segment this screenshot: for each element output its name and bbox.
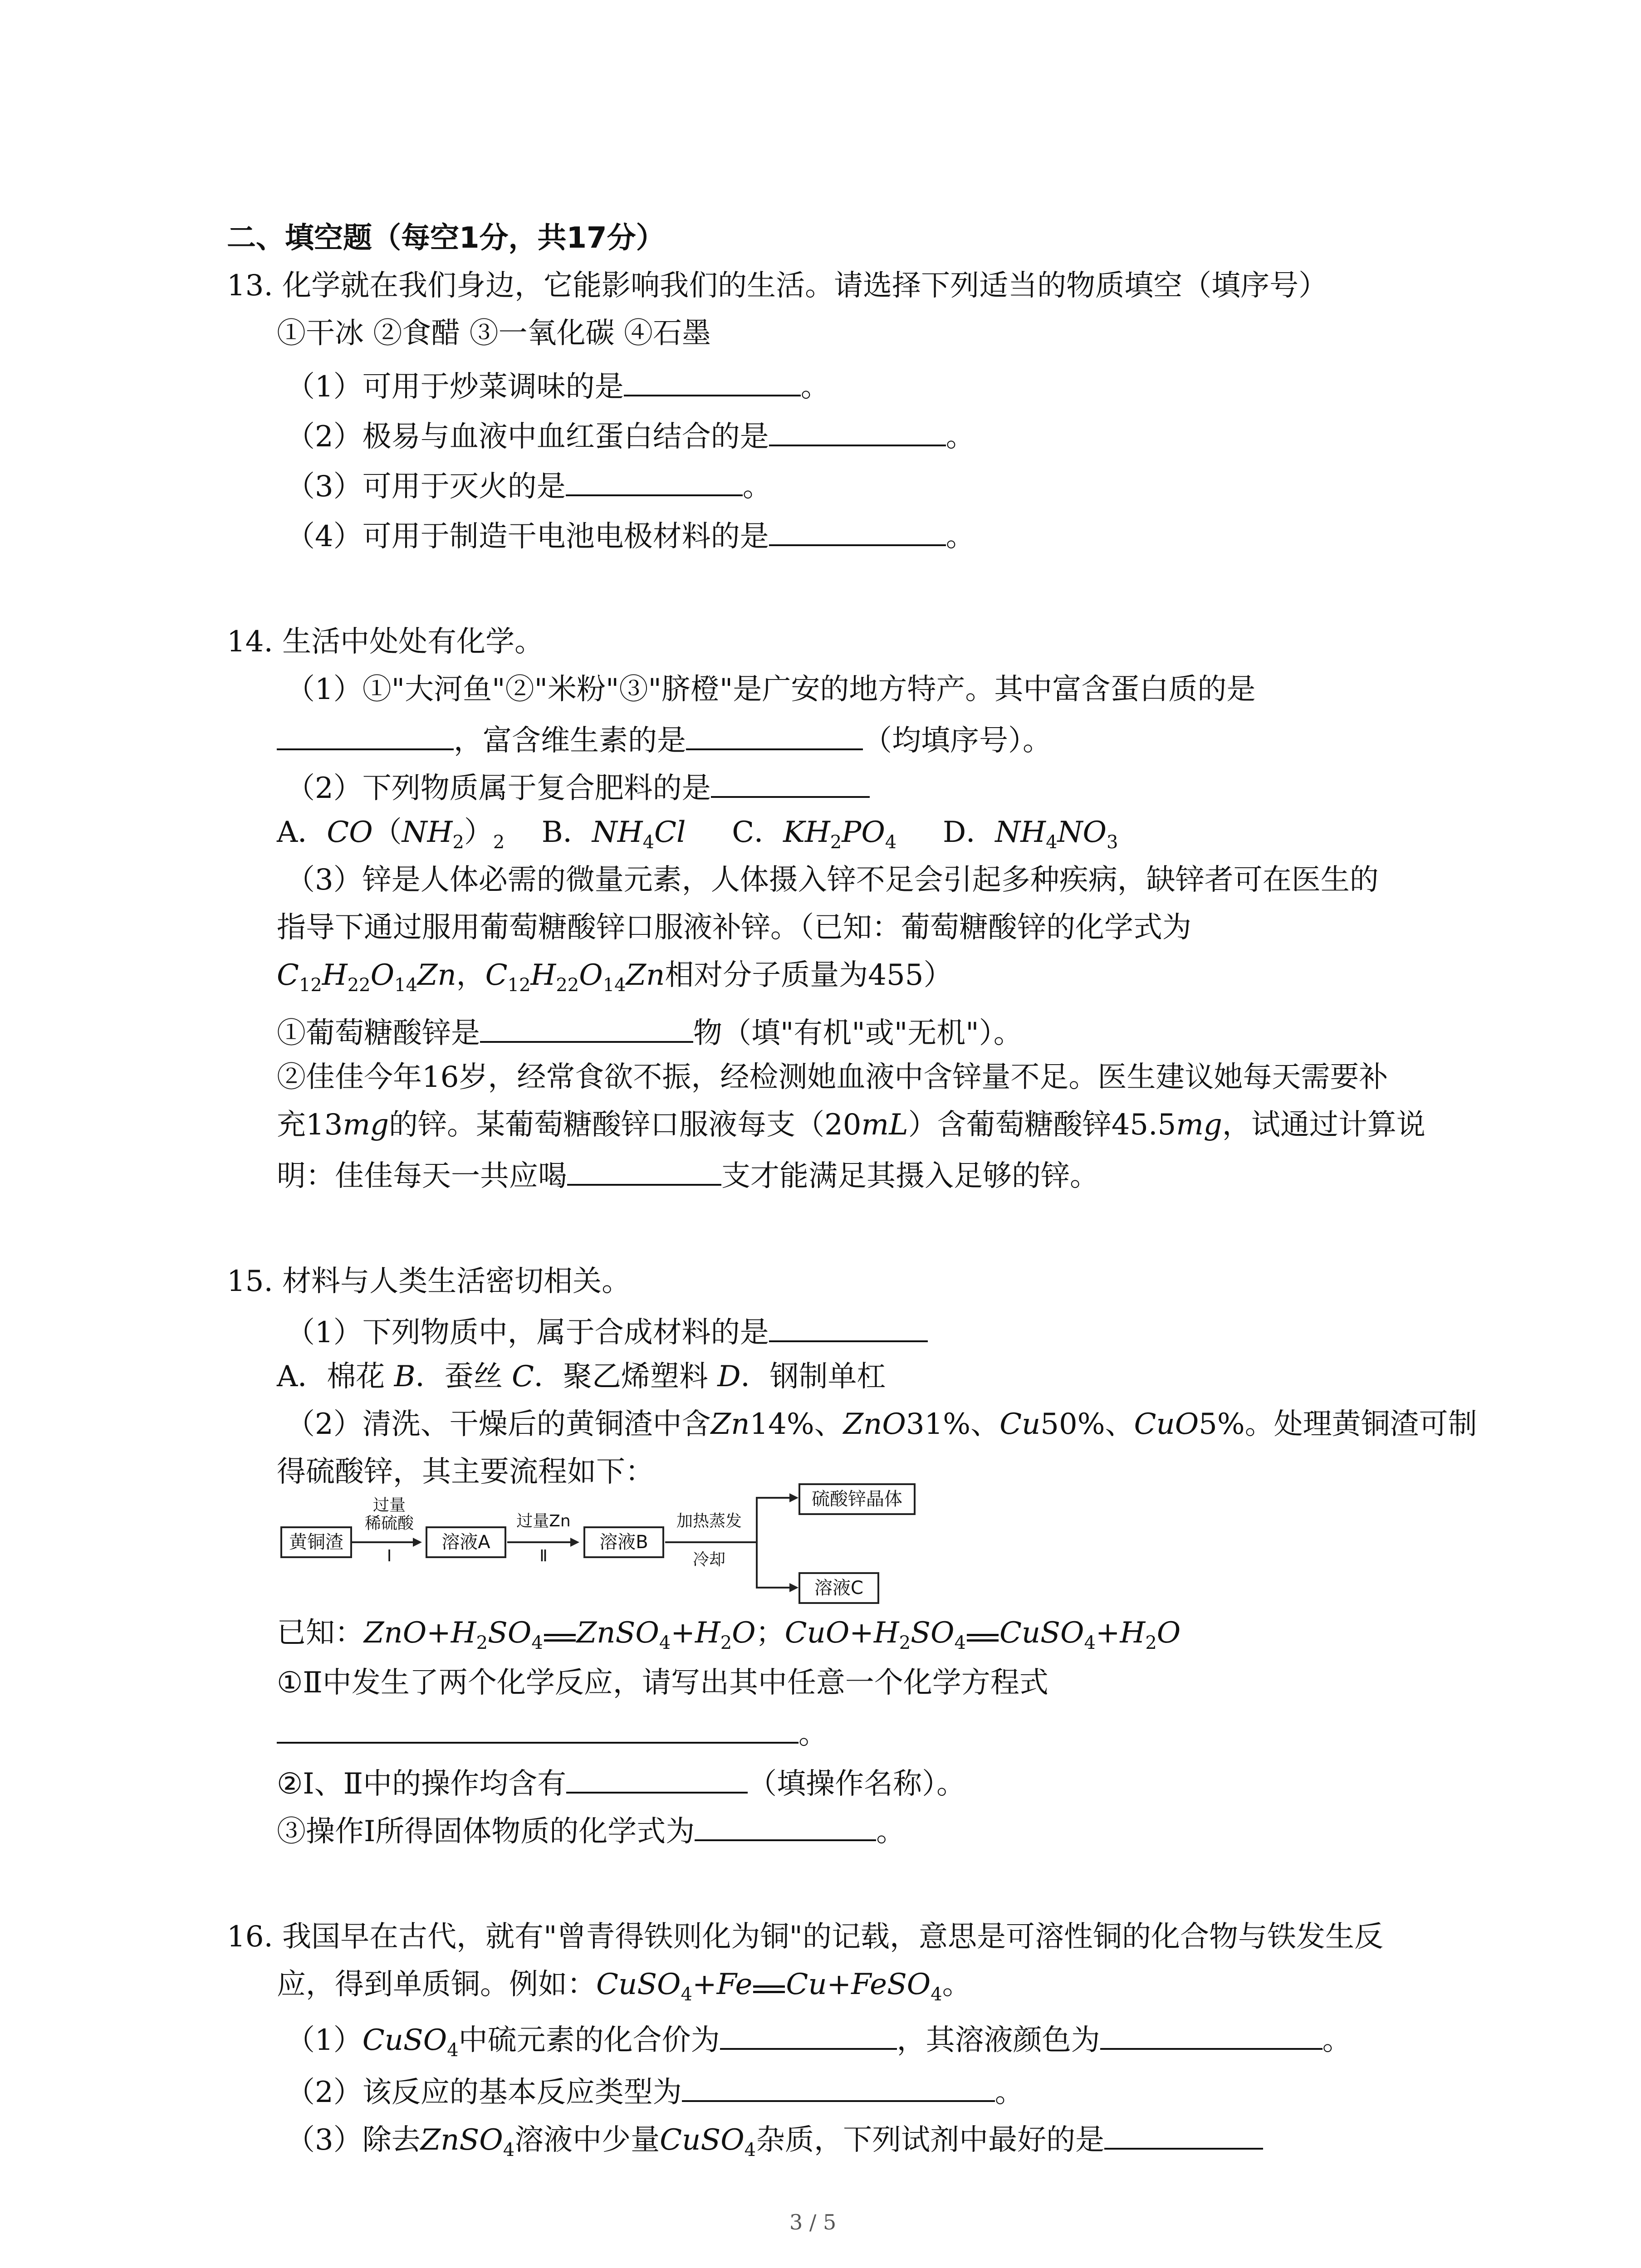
period: 。 (876, 1815, 906, 1848)
q15-known-equations: 已知：$ZnO+H_2SO_4$ $ZnSO_4+H_2O$；$CuO+H_2SO_4$ $CuSO_4+H_2O$ (277, 1616, 1181, 1653)
q14-part1b-end: （均填序号）。 (863, 724, 1052, 758)
q16-stem2: 应，得到单质铜。例如：CuSO$_4$+Fe Cu+FeSO$_4$。 (277, 1968, 971, 2005)
text: 支才能满足其摄入足够的锌。 (721, 1159, 1099, 1193)
q14-part1b-mid: ，富含维生素的是 (454, 724, 686, 758)
text: ）含葡萄糖酸锌45.5 (908, 1108, 1176, 1142)
text: 杂质，下列试剂中最好的是 (756, 2123, 1105, 2157)
q13-part3 (286, 463, 772, 507)
q13-options: ①干冰 ②食醋 ③一氧化碳 ④石墨 (277, 317, 711, 350)
flow-arrow (756, 1587, 797, 1589)
equals-sign (967, 1634, 999, 1636)
text: 的锌。某葡萄糖酸锌口服液每支（20 (389, 1108, 862, 1142)
flow-arrow (352, 1541, 420, 1543)
equals-sign (544, 1634, 576, 1636)
q16-part2 (286, 2068, 1024, 2113)
q15-stem: 15. 材料与人类生活密切相关。 (227, 1265, 631, 1298)
text: 中硫元素的化合价为 (458, 2024, 720, 2057)
q13-part4 (286, 513, 975, 557)
text: 充13 (277, 1108, 343, 1142)
answer-blank[interactable] (720, 2016, 897, 2050)
flow-arrow (507, 1541, 578, 1543)
answer-blank[interactable] (686, 717, 863, 750)
flow-arrow (756, 1497, 797, 1499)
answer-blank[interactable] (1100, 2016, 1323, 2050)
q14-part1a: （1）①"大河鱼"②"米粉"③"脐橙"是广安的地方特产。其中富含蛋白质的是 (286, 673, 1256, 706)
equals-sign (753, 1985, 785, 1988)
q14-stem: 14. 生活中处处有化学。 (227, 625, 544, 659)
q15-part2a: （2）清洗、干燥后的黄铜渣中含Zn14%、ZnO31%、Cu50%、CuO5%。处理黄铜渣可制 (286, 1408, 1477, 1441)
flow-label: 过量 (372, 1496, 406, 1515)
q15-sub1: ①Ⅱ中发生了两个化学反应，请写出其中任意一个化学方程式 (277, 1666, 1048, 1700)
q15-sub1-answer (277, 1710, 828, 1755)
q14-part2-text: （2）下列物质属于复合肥料的是 (286, 772, 711, 805)
flow-line (665, 1541, 756, 1543)
q14-sub2c (277, 1152, 1099, 1197)
flow-label: Ⅱ (539, 1547, 548, 1565)
flow-box-solution-b: 溶液B (583, 1526, 664, 1558)
answer-blank[interactable] (682, 2068, 995, 2102)
text: 明：佳佳每天一共应喝 (277, 1159, 567, 1193)
period: 。 (800, 370, 830, 404)
q15-sub3-text: ③操作Ⅰ所得固体物质的化学式为 (277, 1815, 695, 1848)
q15-part2b: 得硫酸锌，其主要流程如下： (277, 1455, 654, 1489)
answer-blank[interactable] (695, 1808, 876, 1841)
q15-part1 (286, 1309, 928, 1353)
answer-blank[interactable] (566, 463, 743, 496)
q14-sub2b: 充13mg的锌。某葡萄糖酸锌口服液每支（20mL）含葡萄糖酸锌45.5mg，试通过计算说 (277, 1108, 1425, 1142)
known-label: 已知： (277, 1616, 364, 1650)
q13-part4-text: （4）可用于制造干电池电极材料的是 (286, 520, 769, 553)
text: 溶液中少量 (514, 2123, 660, 2157)
process-flow-diagram (280, 1483, 925, 1610)
q14-part3a: （3）锌是人体必需的微量元素，人体摄入锌不足会引起多种疾病，缺锌者可在医生的 (286, 863, 1379, 897)
flow-box-solution-a: 溶液A (426, 1526, 506, 1558)
q13-part1-text: （1）可用于炒菜调味的是 (286, 370, 624, 404)
period: 。 (945, 520, 975, 553)
text: （3）除去 (286, 2123, 421, 2157)
q15-sub2-end: （填操作名称）。 (748, 1767, 966, 1801)
period: 。 (945, 420, 975, 454)
q14-part3c-end: 相对分子质量为455） (665, 958, 953, 992)
q14-part2 (286, 764, 870, 809)
text: （1） (286, 2024, 362, 2057)
q13-part3-text: （3）可用于灭火的是 (286, 470, 566, 503)
q14-sub2a: ②佳佳今年16岁，经常食欲不振，经检测她血液中含锌量不足。医生建议她每天需要补 (277, 1061, 1388, 1094)
flow-label: Ⅰ (387, 1547, 392, 1565)
answer-blank[interactable] (711, 764, 870, 798)
answer-blank[interactable] (480, 1009, 693, 1043)
q16-stem2-text: 应，得到单质铜。例如： (277, 1968, 596, 2001)
answer-blank[interactable] (624, 363, 801, 396)
flow-label: 过量Zn (516, 1512, 571, 1530)
q15-sub3 (277, 1808, 905, 1852)
text: ，试通过计算说 (1222, 1108, 1425, 1142)
flow-label: 加热蒸发 (676, 1512, 742, 1530)
q14-part1b (277, 717, 1052, 761)
q15-sub2-text: ②Ⅰ、Ⅱ中的操作均含有 (277, 1767, 567, 1801)
answer-blank[interactable] (567, 1152, 721, 1186)
q15-part1-text: （1）下列物质中，属于合成材料的是 (286, 1316, 769, 1349)
q13-part2-text: （2）极易与血液中血红蛋白结合的是 (286, 420, 769, 454)
page-number: 3 / 5 (789, 2210, 837, 2234)
answer-blank[interactable] (566, 1760, 748, 1794)
q13-part2 (286, 413, 975, 457)
flow-box-start: 黄铜渣 (280, 1526, 352, 1558)
flow-branch-line (756, 1497, 758, 1588)
q14-sub1 (277, 1009, 1023, 1054)
period: 。 (1322, 2024, 1352, 2057)
q13-part1 (286, 363, 830, 407)
q16-stem1: 16. 我国早在古代，就有"曾青得铁则化为铜"的记载，意思是可溶性铜的化合物与铁发生反 (227, 1920, 1383, 1954)
q13-stem: 13. 化学就在我们身边，它能影响我们的生活。请选择下列适当的物质填空（填序号） (227, 269, 1328, 303)
flow-box-zinc-sulfate-crystal: 硫酸锌晶体 (798, 1483, 916, 1515)
answer-blank[interactable] (769, 1309, 928, 1342)
section-title: 二、填空题（每空1分，共17分） (227, 221, 665, 255)
flow-box-solution-c: 溶液C (798, 1572, 879, 1604)
q16-part3: （3）除去ZnSO$_4$溶液中少量CuSO$_4$杂质，下列试剂中最好的是 (286, 2116, 1263, 2160)
flow-label: 冷却 (692, 1550, 725, 1569)
text: ，其溶液颜色为 (896, 2024, 1100, 2057)
q14-part3c: $C_{12}H_{22}O_{14}Zn$，$C_{12}H_{22}O_{14}Zn$相对分子质量为455） (277, 958, 953, 996)
period: 。 (798, 1717, 828, 1751)
answer-blank[interactable] (1104, 2116, 1263, 2150)
q15-part1-options: A．棉花 B．蚕丝 C．聚乙烯塑料 D．钢制单杠 (277, 1360, 886, 1393)
answer-blank[interactable] (769, 413, 946, 446)
q14-sub1-text: ①葡萄糖酸锌是 (277, 1017, 480, 1050)
q14-part3b: 指导下通过服用葡萄糖酸锌口服液补锌。（已知：葡萄糖酸锌的化学式为 (277, 911, 1191, 944)
q16-part1: （1）CuSO$_4$中硫元素的化合价为 ，其溶液颜色为 。 (286, 2016, 1352, 2061)
period: 。 (742, 470, 772, 503)
q14-sub1-end: 物（填"有机"或"无机"）。 (693, 1017, 1023, 1050)
answer-blank[interactable] (277, 1710, 798, 1744)
comma: ， (456, 958, 485, 992)
answer-blank[interactable] (769, 513, 946, 546)
q15-sub2 (277, 1760, 965, 1804)
flow-label: 稀硫酸 (364, 1514, 414, 1533)
answer-blank[interactable] (277, 717, 454, 750)
period: 。 (994, 2076, 1024, 2109)
q16-part2-text: （2）该反应的基本反应类型为 (286, 2076, 682, 2109)
q14-part2-options: A．$CO(NH_2)_2$ B．$NH_4Cl$ C．$KH_2PO_4$ D．$NH_4NO_3$ (277, 816, 1118, 853)
